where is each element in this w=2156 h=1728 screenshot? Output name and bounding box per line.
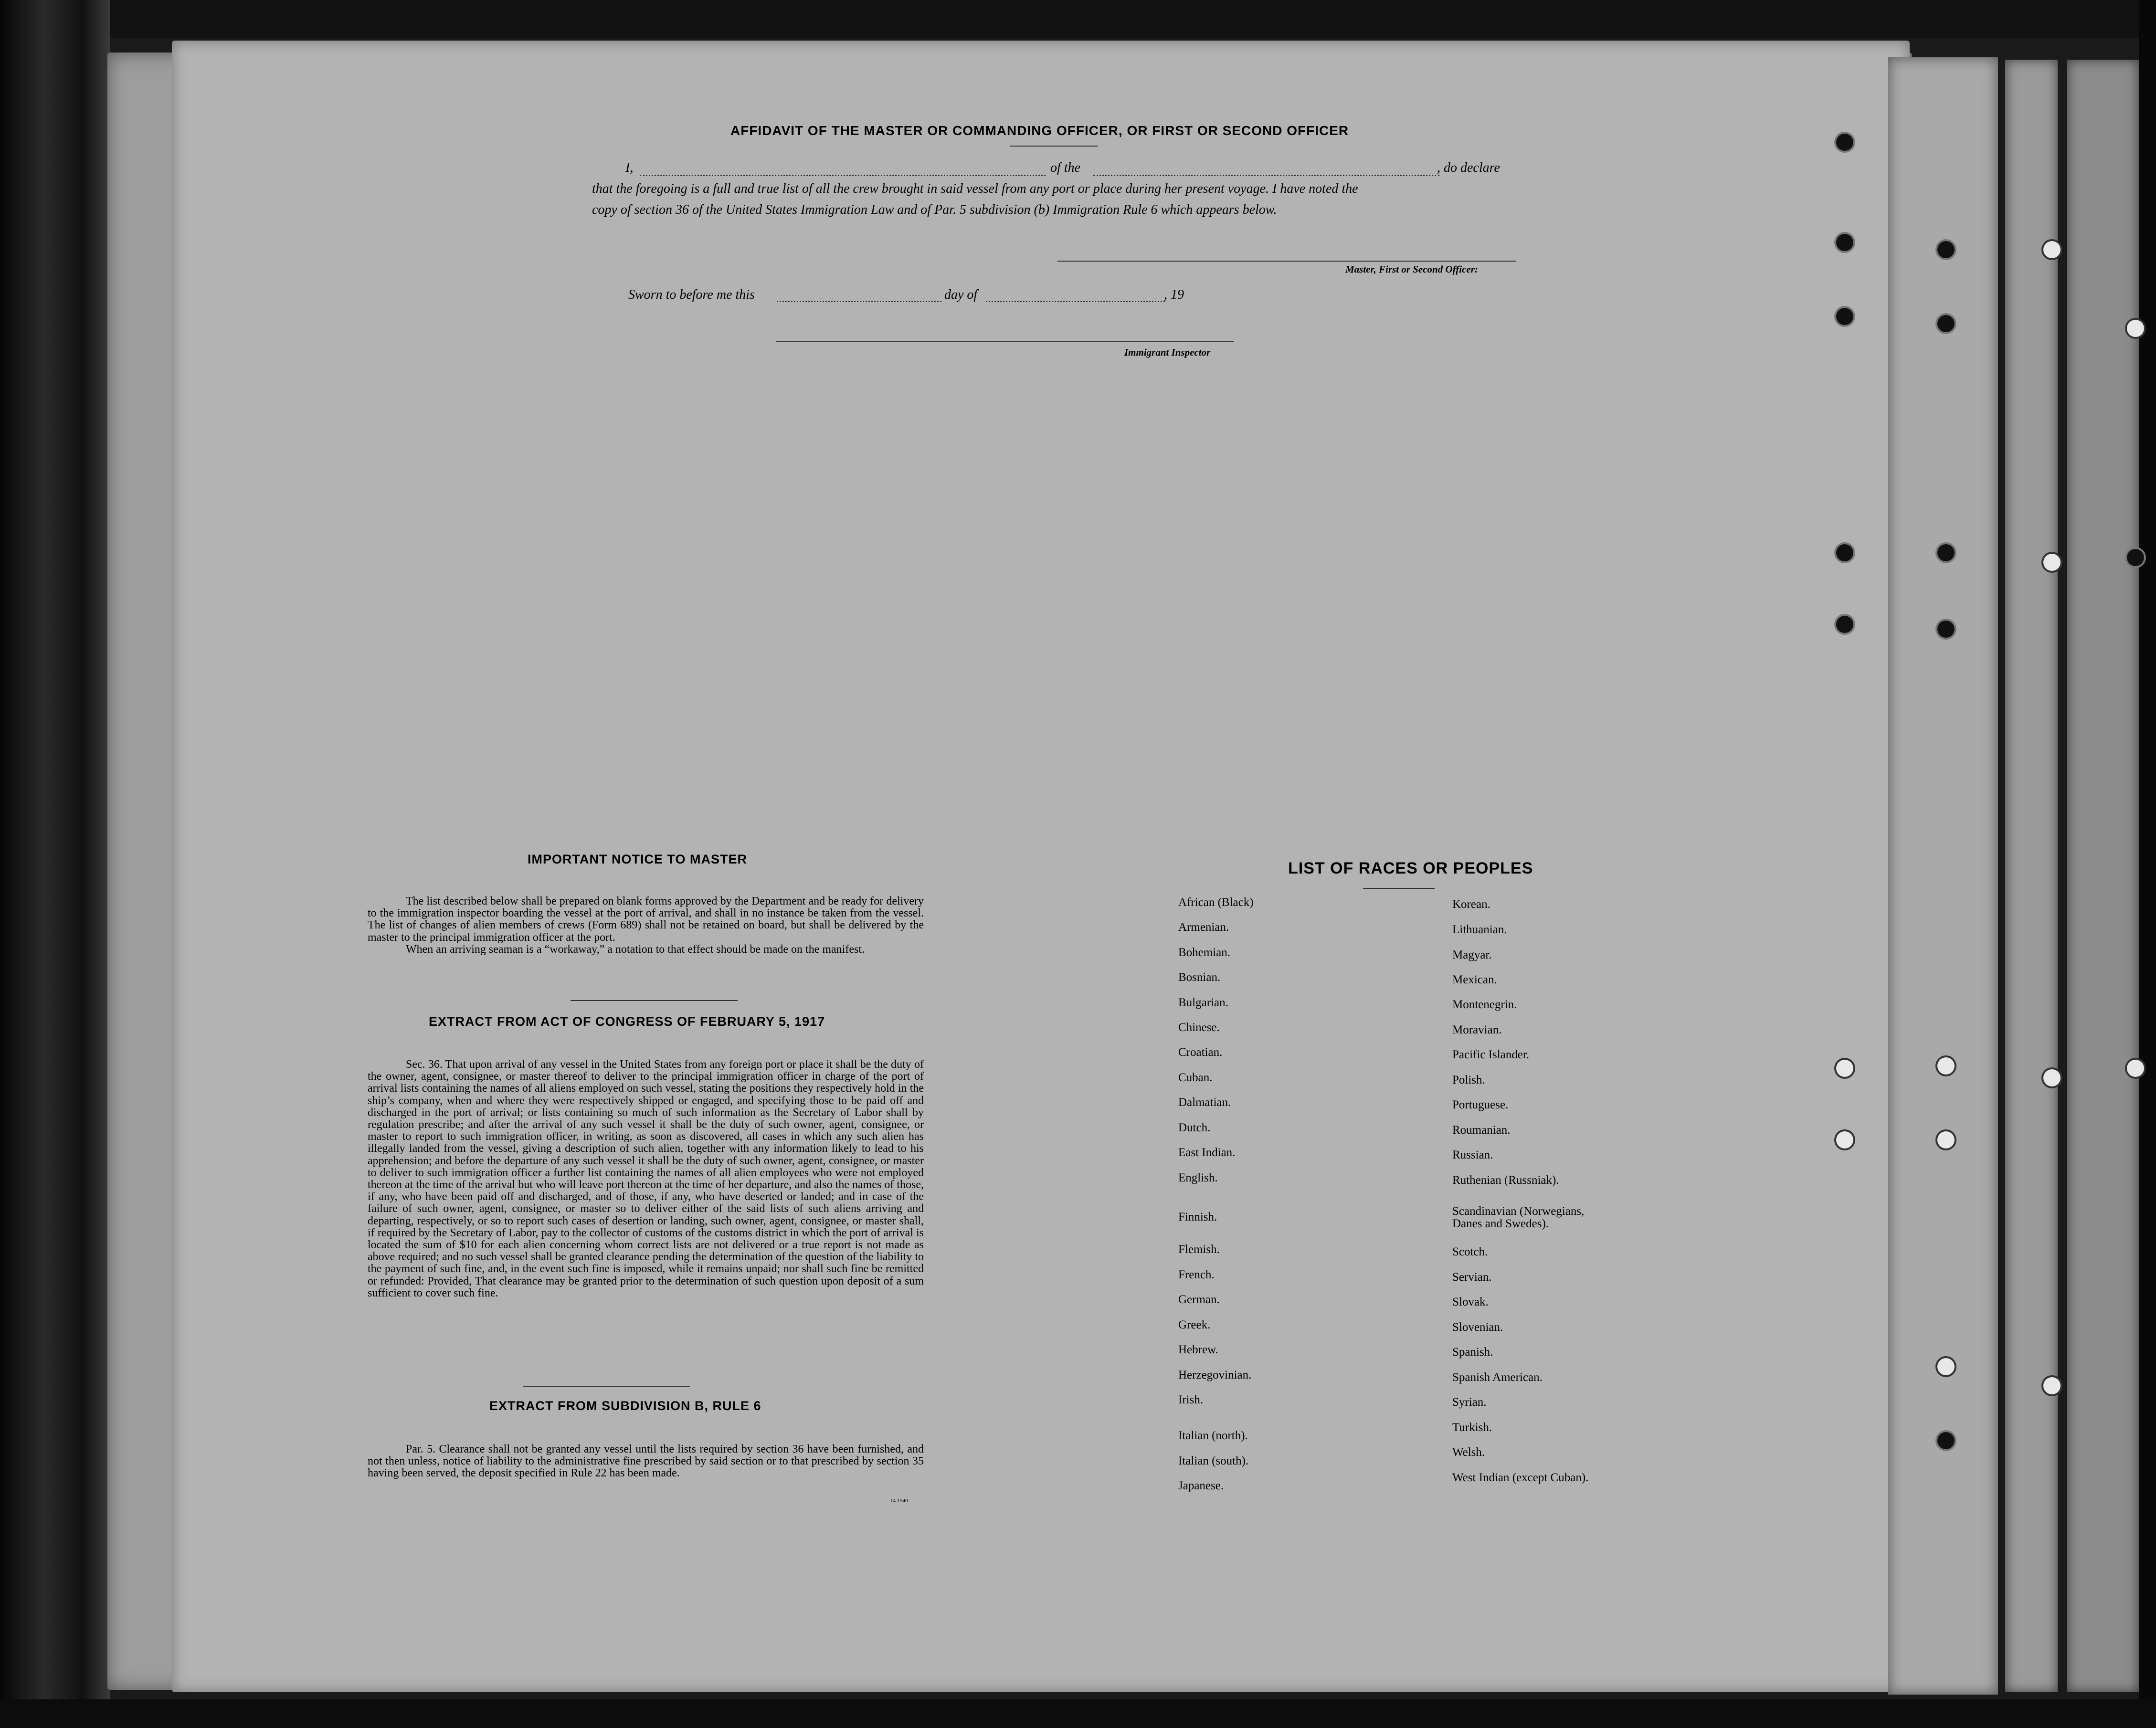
race-right-item: Servian.	[1452, 1271, 1492, 1284]
race-left-item: Greek.	[1178, 1318, 1211, 1331]
binder-hole-icon	[1836, 544, 1853, 561]
race-left-item: English.	[1178, 1171, 1218, 1184]
race-left-item: Bosnian.	[1178, 971, 1221, 984]
race-right-item: Korean.	[1452, 898, 1490, 911]
race-left-item: Finnish.	[1178, 1211, 1217, 1223]
race-right-item: Montenegrin.	[1452, 998, 1517, 1011]
race-right-item: Magyar.	[1452, 948, 1492, 961]
name-blank-line	[640, 175, 1046, 176]
binder-hole-icon	[2043, 241, 2061, 258]
race-right-item: Spanish American.	[1452, 1371, 1543, 1384]
year-label: , 19	[1164, 287, 1184, 302]
race-right-item: Portuguese.	[1452, 1098, 1509, 1111]
race-right-item: Mexican.	[1452, 973, 1497, 986]
race-right-item: Scotch.	[1452, 1245, 1488, 1258]
rule-extract-text	[368, 1444, 924, 1480]
race-left-item: German.	[1178, 1293, 1220, 1306]
scan-border-left	[0, 0, 110, 1728]
race-left-item: Chinese.	[1178, 1021, 1220, 1034]
races-divider	[1363, 888, 1435, 889]
race-right-item: Syrian.	[1452, 1396, 1487, 1409]
do-declare-label: , do declare	[1437, 160, 1500, 175]
binder-hole-icon	[1836, 234, 1853, 251]
inspector-label: Immigrant Inspector	[1124, 347, 1211, 358]
signature-line	[1057, 261, 1516, 262]
binder-hole-icon	[1836, 1131, 1853, 1148]
binder-hole-icon	[1937, 315, 1955, 332]
binder-hole-icon	[1937, 1432, 1955, 1449]
race-right-item: Polish.	[1452, 1074, 1485, 1086]
race-left-item: Irish.	[1178, 1393, 1204, 1406]
month-blank-line	[986, 301, 1165, 302]
binder-strip-outer	[2005, 60, 2058, 1692]
binder-hole-icon	[2043, 1069, 2061, 1086]
race-right-item: Ruthenian (Russniak).	[1452, 1174, 1559, 1187]
notice-para2: When an arriving seaman is a “workaway,” a notation to that effect should be made on the manifest.	[406, 943, 865, 956]
binder-strip-edge	[2067, 60, 2139, 1692]
binder-hole-icon	[2127, 1060, 2144, 1077]
race-right-item: Slovak.	[1452, 1296, 1489, 1308]
race-left-item: Bulgarian.	[1178, 996, 1228, 1009]
title-divider	[1010, 146, 1098, 147]
binder-hole-icon	[1836, 1060, 1853, 1077]
binder-hole-icon	[2043, 554, 2061, 571]
race-right-item: Lithuanian.	[1452, 923, 1507, 936]
race-left-item: Croatian.	[1178, 1046, 1223, 1059]
race-left-item: Herzegovinian.	[1178, 1369, 1252, 1381]
race-left-item: Japanese.	[1178, 1479, 1224, 1492]
day-of-label: day of	[944, 287, 978, 302]
race-right-item: Pacific Islander.	[1452, 1048, 1530, 1061]
binder-hole-icon	[1937, 1131, 1955, 1148]
notice-para1: The list described below shall be prepared on blank forms approved by the Department and be ready for delivery to the immigration inspector boarding the vessel at the port of arrival, and shall in no instance be taken from the vessel. The list of changes of alien members of crews (Form 689) shall not be retained on board, but shall be delivered by the master to the principal immigration officer at the port.	[368, 895, 924, 944]
affidavit-of-the-label: of the	[1050, 160, 1080, 175]
race-right-item: Roumanian.	[1452, 1124, 1511, 1137]
race-left-item: French.	[1178, 1268, 1215, 1281]
binder-hole-icon	[1937, 241, 1955, 258]
vessel-blank-line	[1093, 175, 1439, 176]
races-title: LIST OF RACES OR PEOPLES	[1288, 859, 1533, 877]
binder-strip	[1888, 57, 1998, 1695]
race-left-item: Dutch.	[1178, 1121, 1211, 1134]
act-extract-body: Sec. 36. That upon arrival of any vessel in the United States from any foreign port or place it shall be the duty of the owner, agent, consignee, or master thereof to deliver to the principal immigration officer in charge of the port of arrival lists containing the names of all aliens employed on such vessel, stating the positions they respectively hold in the ship’s company, when and where they were respectively shipped or engaged, and specifying those to be paid off and discharged in the port of arrival; or lists containing so much of such information as the Secretary of Labor shall by regulation prescribe; and after the arrival of any such vessel it shall be the duty of such owner, agent, consignee, or master to report to such immigration officer, in writing, as soon as discovered, all cases in which any such alien has illegally landed from the vessel, giving a description of such alien, together with any information likely to lead to his apprehension; and before the departure of any such vessel it shall be the duty of such owner, agent, consignee, or master to deliver to such immigration officer a further list containing the names of all alien employees who were not employed thereon at the time of the arrival but who will leave port thereon at the time of her departure, and also the names of those, if any, who have been paid off and discharged, and of those, if any, who have deserted or landed; and in case of the failure of such owner, agent, consignee, or master so to deliver either of the said lists of such aliens arriving and departing, respectively, or so to report such cases of desertion or landing, such owner, agent, consignee, or master shall, if required by the Secretary of Labor, pay to the collector of customs of the customs district in which the port of arrival is located the sum of $10 for each alien concerning whom correct lists are not delivered or a true report is not made as above required; and no such vessel shall be granted clearance pending the determination of the question of the liability to the payment of such fine, and, in the event such fine is imposed, while it remains unpaid; nor shall such fine be remitted or refunded: Provided, That clearance may be granted prior to the determination of such question upon deposit of a sum sufficient to cover such fine.	[368, 1058, 924, 1299]
binder-hole-icon	[1937, 1358, 1955, 1375]
binder-hole-icon	[1937, 544, 1955, 561]
rule-extract-body: Par. 5. Clearance shall not be granted any vessel until the lists required by section 36 have been furnished, and not then unless, notice of liability to the administrative fine prescribed by said section or to that prescribed by section 35 having been served, the deposit specified in Rule 22 has been made.	[368, 1443, 924, 1480]
race-right-item: Turkish.	[1452, 1421, 1492, 1434]
race-left-item: Flemish.	[1178, 1243, 1220, 1256]
race-left-item: Bohemian.	[1178, 946, 1231, 959]
binder-hole-icon	[1836, 616, 1853, 633]
day-blank-line	[777, 301, 941, 302]
binder-hole-icon	[1836, 308, 1853, 325]
binder-hole-icon	[2127, 549, 2144, 566]
signature-label: Master, First or Second Officer:	[1345, 263, 1478, 275]
race-right-item: Slovenian.	[1452, 1321, 1503, 1334]
race-right-item: West Indian (except Cuban).	[1452, 1471, 1589, 1484]
inspector-signature-line	[776, 341, 1234, 342]
race-left-item: East Indian.	[1178, 1146, 1236, 1159]
affidavit-title: AFFIDAVIT OF THE MASTER OR COMMANDING OFFICER, OR FIRST OR SECOND OFFICER	[730, 123, 1349, 138]
race-left-item: Italian (south).	[1178, 1454, 1249, 1467]
rule-extract-title: EXTRACT FROM SUBDIVISION B, RULE 6	[489, 1399, 761, 1413]
race-right-item: Spanish.	[1452, 1346, 1493, 1359]
scan-border-top	[0, 0, 2156, 38]
race-left-item: Dalmatian.	[1178, 1096, 1231, 1109]
binder-hole-icon	[1937, 1057, 1955, 1075]
race-right-item: Scandinavian (Norwegians, Danes and Swedes).	[1452, 1205, 1585, 1230]
binder-hole-icon	[1836, 134, 1853, 151]
race-left-item: Cuban.	[1178, 1071, 1213, 1084]
race-left-item: African (Black)	[1178, 896, 1254, 909]
scan-border-bottom	[0, 1699, 2156, 1728]
affidavit-i-label: I,	[625, 160, 634, 175]
scan-border-right	[2139, 0, 2156, 1728]
act-extract-title: EXTRACT FROM ACT OF CONGRESS OF FEBRUARY 5, 1917	[429, 1014, 825, 1029]
binder-hole-icon	[2043, 1377, 2061, 1394]
affidavit-line2: that the foregoing is a full and true list of all the crew brought in said vessel from any port or place during her present voyage. I have noted the	[592, 181, 1358, 196]
race-left-item: Italian (north).	[1178, 1429, 1248, 1442]
binder-hole-icon	[2127, 320, 2144, 337]
act-extract-text	[368, 1059, 924, 1299]
binder-hole-icon	[1937, 621, 1955, 638]
form-number: 14-1540	[890, 1498, 908, 1504]
notice-title: IMPORTANT NOTICE TO MASTER	[528, 852, 747, 866]
race-right-item: Welsh.	[1452, 1446, 1485, 1459]
race-right-item: Russian.	[1452, 1148, 1493, 1161]
race-right-item: Moravian.	[1452, 1023, 1502, 1036]
affidavit-line3: copy of section 36 of the United States Immigration Law and of Par. 5 subdivision (b) Immigration Rule 6 which appears below.	[592, 202, 1277, 217]
race-left-item: Hebrew.	[1178, 1343, 1218, 1356]
act-divider	[523, 1386, 690, 1387]
notice-divider	[571, 1000, 738, 1001]
sworn-label: Sworn to before me this	[628, 287, 755, 302]
notice-paragraph	[368, 896, 924, 956]
race-left-item: Armenian.	[1178, 921, 1229, 934]
